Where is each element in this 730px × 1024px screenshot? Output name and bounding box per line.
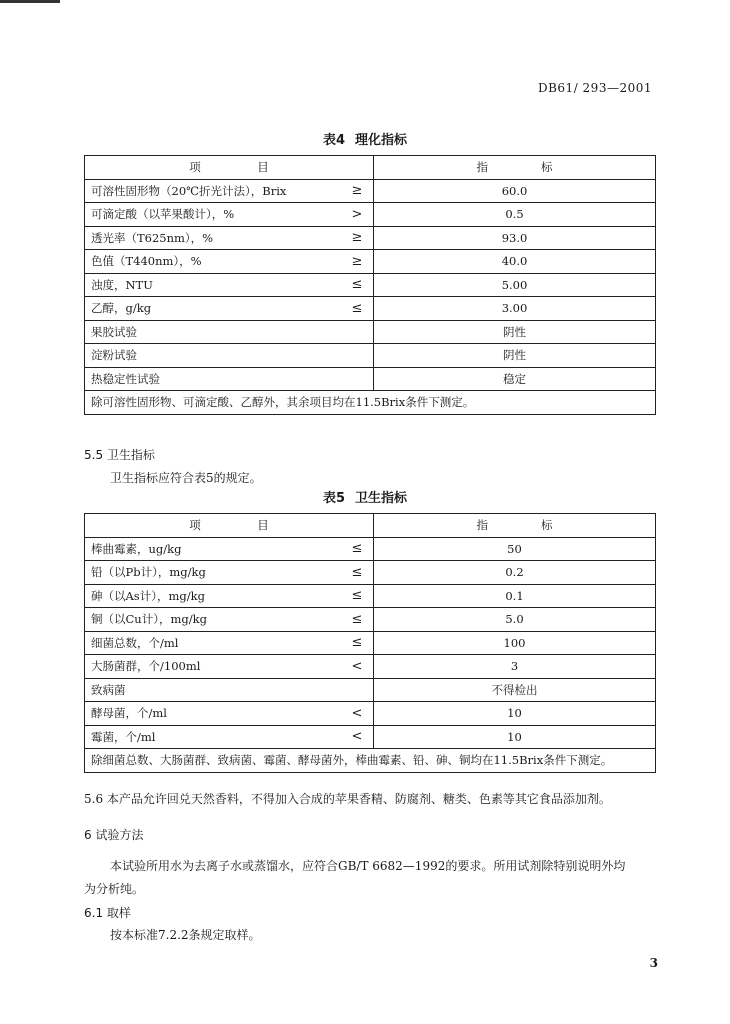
table4-caption-title: 理化指标 <box>355 133 408 148</box>
table-row <box>85 584 656 608</box>
top-rule <box>0 0 60 3</box>
document-code: DB61/ 293—2001 <box>537 81 652 95</box>
table4-caption-number: 表4 <box>322 133 346 148</box>
table-row <box>85 561 656 585</box>
row-item: 细菌总数，个/ml <box>85 631 342 655</box>
row-value: 100 <box>374 631 656 655</box>
table4-physicochemical <box>84 155 656 415</box>
table-row <box>85 537 656 561</box>
section-5-5-heading: 5.5 卫生指标 <box>84 448 155 462</box>
row-operator: ≤ <box>341 608 374 632</box>
row-value: 稳定 <box>374 367 656 391</box>
row-item: 大肠菌群，个/100ml <box>85 655 342 679</box>
table5-hygiene <box>84 513 656 773</box>
row-item: 乙醇，g/kg <box>85 297 342 321</box>
row-operator: < <box>341 655 374 679</box>
row-operator: ≤ <box>341 631 374 655</box>
section-5-5-text: 卫生指标应符合表5的规定。 <box>110 471 262 485</box>
page-number: 3 <box>649 956 658 970</box>
section-5-6-text: 5.6 本产品允许回兑天然香料，不得加入合成的苹果香精、防腐剂、糖类、色素等其它食品添加剂。 <box>84 792 611 806</box>
row-item: 透光率（T625nm），% <box>85 226 342 250</box>
row-value: 0.2 <box>374 561 656 585</box>
table-row <box>85 273 656 297</box>
row-value: 93.0 <box>374 226 656 250</box>
section-6-1-heading: 6.1 取样 <box>84 906 131 920</box>
table5-header-row <box>85 514 656 538</box>
section-6-text-line2: 为分析纯。 <box>84 882 145 896</box>
row-item: 可滴定酸（以苹果酸计），% <box>85 203 342 227</box>
row-item: 致病菌 <box>85 678 374 702</box>
section-6-heading: 6 试验方法 <box>84 828 144 842</box>
table-row <box>85 655 656 679</box>
table-row <box>85 344 656 368</box>
row-operator: > <box>341 203 374 227</box>
row-operator: < <box>341 725 374 749</box>
row-operator: ≤ <box>341 561 374 585</box>
table4-header-value: 指 标 <box>374 156 656 180</box>
row-item: 铅（以Pb计），mg/kg <box>85 561 342 585</box>
row-operator: ≤ <box>341 297 374 321</box>
table5-caption-number: 表5 <box>322 491 346 506</box>
row-item: 霉菌，个/ml <box>85 725 342 749</box>
row-value: 60.0 <box>374 179 656 203</box>
row-item: 砷（以As计），mg/kg <box>85 584 342 608</box>
table5-header-value: 指 标 <box>374 514 656 538</box>
row-operator: ≥ <box>341 179 374 203</box>
row-item: 浊度，NTU <box>85 273 342 297</box>
row-operator: ≥ <box>341 250 374 274</box>
table-row <box>85 250 656 274</box>
row-value: 10 <box>374 702 656 726</box>
row-value: 5.00 <box>374 273 656 297</box>
table-note-row <box>85 749 656 773</box>
row-value: 50 <box>374 537 656 561</box>
section-6-text-line1: 本试验所用水为去离子水或蒸馏水，应符合GB/T 6682—1992的要求。所用试剂除特别说明外均 <box>110 859 626 873</box>
table-row <box>85 179 656 203</box>
table-row <box>85 297 656 321</box>
table-row <box>85 608 656 632</box>
row-item: 淀粉试验 <box>85 344 374 368</box>
table4-header-row <box>85 156 656 180</box>
row-operator: < <box>341 702 374 726</box>
row-value: 0.5 <box>374 203 656 227</box>
table-row <box>85 631 656 655</box>
table-note: 除可溶性固形物、可滴定酸、乙醇外，其余项目均在11.5Brix条件下测定。 <box>85 391 656 415</box>
table-row <box>85 702 656 726</box>
row-value: 不得检出 <box>374 678 656 702</box>
row-value: 10 <box>374 725 656 749</box>
table5-header-item: 项 目 <box>85 514 374 538</box>
row-value: 0.1 <box>374 584 656 608</box>
table-row <box>85 203 656 227</box>
row-operator: ≤ <box>341 273 374 297</box>
row-value: 阴性 <box>374 344 656 368</box>
table4-caption <box>0 129 730 148</box>
table5-caption <box>0 487 730 506</box>
row-item: 果胶试验 <box>85 320 374 344</box>
row-value: 阴性 <box>374 320 656 344</box>
table-row <box>85 320 656 344</box>
row-item: 酵母菌，个/ml <box>85 702 342 726</box>
table-row <box>85 678 656 702</box>
row-item: 棒曲霉素，ug/kg <box>85 537 342 561</box>
table4-header-item: 项 目 <box>85 156 374 180</box>
row-item: 可溶性固形物（20℃折光计法），Brix <box>85 179 342 203</box>
row-operator: ≤ <box>341 537 374 561</box>
row-item: 铜（以Cu计），mg/kg <box>85 608 342 632</box>
table-row <box>85 367 656 391</box>
row-operator: ≤ <box>341 584 374 608</box>
table-row <box>85 725 656 749</box>
row-value: 3.00 <box>374 297 656 321</box>
table-row <box>85 226 656 250</box>
row-item: 热稳定性试验 <box>85 367 374 391</box>
row-value: 40.0 <box>374 250 656 274</box>
table-note: 除细菌总数、大肠菌群、致病菌、霉菌、酵母菌外，棒曲霉素、铅、砷、铜均在11.5Brix条件下测定。 <box>85 749 656 773</box>
section-6-1-text: 按本标准7.2.2条规定取样。 <box>110 928 261 942</box>
table5-caption-title: 卫生指标 <box>355 491 408 506</box>
row-item: 色值（T440nm），% <box>85 250 342 274</box>
row-operator: ≥ <box>341 226 374 250</box>
row-value: 3 <box>374 655 656 679</box>
row-value: 5.0 <box>374 608 656 632</box>
table-note-row <box>85 391 656 415</box>
